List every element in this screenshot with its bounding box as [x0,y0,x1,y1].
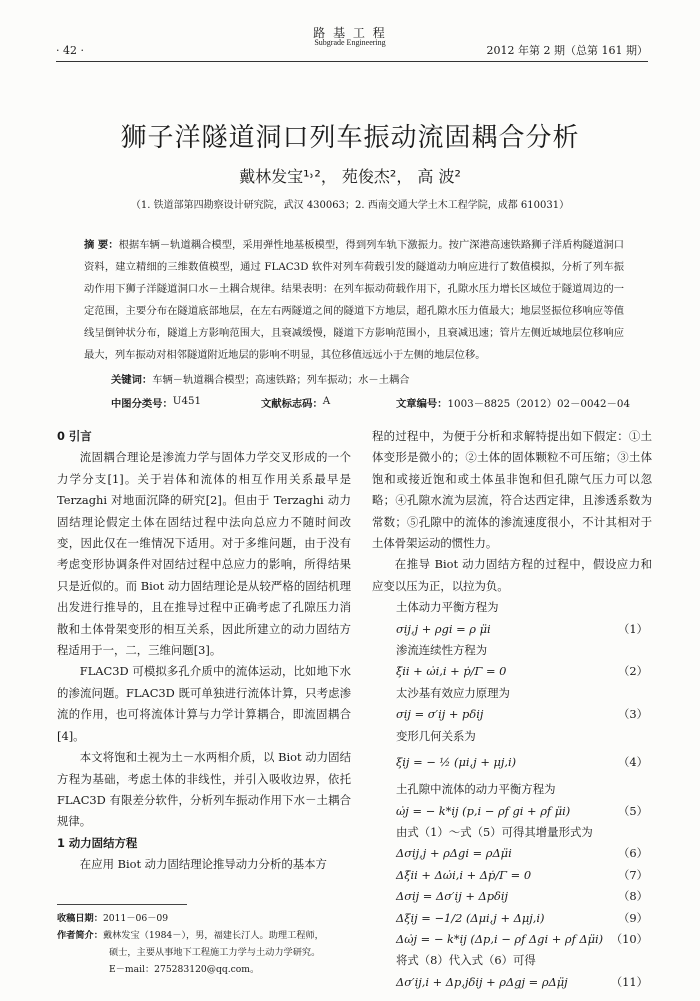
section1-paragraph-1: 在应用 Biot 动力固结理论推导动力分析的基本方 [79,857,327,872]
equation: Δξij = −1/2 (Δμi,j + Δμj,i) （9） [396,910,648,925]
equation: σij = σ′ij + pδij （3） [396,707,648,722]
intro-paragraph-3: 本文将饱和土视为土－水两相介质，以 Biot 动力固结方程为基础，考虑土体的非线性，并引入吸收边界，依托 FLAC3D 有限差分软件，分析列车振动作用下水－土耦合规律。 [57,750,351,829]
sign-convention-paragraph: 在推导 Biot 动力固结方程的过程中，假设应力和应变以压为正，以拉为负。 [372,557,652,593]
abstract-label: 摘 要： [84,239,119,251]
authors: 戴林发宝¹˒²， 苑俊杰²， 高 波² [239,167,461,186]
assumptions-paragraph: 程的过程中，为便于分析和求解特提出如下假定：①土体变形是微小的；②土体的固体颗粒不可压缩；③土体饱和或接近饱和或土体虽非饱和但孔隙气压力可以忽略；④孔隙水流为层流，符合达西定律，且渗透系数为常数；⑤孔隙中的流体的渗流速度很小，不计其相对于土体骨架运动的惯性力。 [372,429,652,551]
received-date: 收稿日期：2011－06－09 [57,913,169,924]
journal-title-en: Subgrade Engineering [314,38,386,47]
header-rule [56,61,648,62]
footnote-rule [57,904,187,905]
keywords [111,371,410,386]
equation: Δσij = Δσ′ij + Δpδij （8） [396,889,648,904]
author-bio: 作者简介：戴林发宝（1984－），男，福建长汀人。助理工程师， [57,930,324,941]
equation-label: 将式（8）代入式（6）可得 [396,953,536,968]
right-column [372,426,652,993]
running-header [0,0,700,62]
keywords-label: 关键词： [111,374,153,386]
affiliations: （1. 铁道部第四勘察设计研究院，武汉 430063；2. 西南交通大学土木工程学院，成都 610031） [130,200,570,211]
equation-label: 变形几何关系为 [396,728,476,743]
equation-label: 渗流连续性方程为 [396,643,488,658]
equation: ω̇j = − k*ij (p,i − ρf gi + ρf μ̈i) （5） [396,803,648,818]
clc-label: 中图分类号： [111,398,173,410]
clc-value: U451 [172,395,202,407]
equation: σij,j + ρgi = ρ μ̈i （1） [396,621,648,636]
doc-code-label: 文献标志码： [261,398,323,410]
equation: ξ̇ii + ω̇i,i + ṗ/Γ = 0 （2） [396,664,648,679]
abstract [84,234,624,366]
page-number: · 42 · [56,44,84,57]
equation: Δσij,j + ρΔgi = ρΔμ̈i （6） [396,846,648,861]
equation-label: 由式（1）～式（5）可得其增量形式为 [396,824,593,839]
article-id-label: 文章编号： [396,398,448,410]
doc-code-value: A [322,395,331,407]
section-heading-1: 1 动力固结方程 [57,835,138,850]
footnote [57,910,357,978]
intro-paragraph-2: FLAC3D 可模拟多孔介质中的流体运动，比如地下水的渗流问题。FLAC3D 既可单独进行流体计算，只考虑渗流的作用，也可将流体计算与力学计算耦合，即流固耦合[4]。 [57,664,351,743]
equation: Δξ̇ii + Δω̇i,i + Δṗ/Γ = 0 （7） [396,867,648,882]
section-heading-intro: 0 引言 [57,429,92,443]
intro-paragraph-1: 流固耦合理论是渗流力学与固体力学交叉形成的一个力学分支[1]。关于岩体和流体的相互作用关系最早是 Terzaghi 对地面沉降的研究[2]。但由于 Terzaghi 动力固结理论假定土体在固结过程中法向总应力不随时间改变，因此仅在一维情况下适用。对于多维问题，由于没有考虑变形协调条件对固结过程中总应力的影响，所得结果只是近似的。而 Biot 动力固结理论是从较严格的固结机理出发进行推导的，且在推导过程中正确考虑了孔隙压力消散和土体骨架变形的相互关系，因此所建立的动力固结方程适用于一，二，三维问题[3]。 [57,450,351,658]
equation-label: 土体动力平衡方程为 [396,600,499,615]
equation: ξij = − ½ (μi,j + μj,i) （4） [396,755,648,770]
keywords-text: 车辆－轨道耦合模型；高速铁路；列车振动；水－土耦合 [152,374,410,386]
equation-label: 土孔隙中流体的动力平衡方程为 [396,782,556,797]
left-column [57,426,351,876]
author-bio-cont: 硕士，主要从事地下工程施工力学与土动力学研究。 [109,947,321,958]
issue-info: 2012 年第 2 期（总第 161 期） [486,44,648,57]
equation-label: 太沙基有效应力原理为 [396,685,510,700]
abstract-text: 根据车辆－轨道耦合模型，采用弹性地基板模型，得到列车轨下激振力。按广深港高速铁路狮子洋盾构隧道洞口资料，建立精细的三维数值模型，通过 FLAC3D 软件对列车荷载引发的隧道动力响应进行了数值模拟，分析了列车振动作用下狮子洋隧道洞口水－土耦合规律。结果表明：在列车振动荷载作用下，孔隙水压力增长区域位于隧道周边的一定范围，主要分布在隧道底部地层，在左右两隧道之间的隧道下方地层，超孔隙水压力值最大；地层竖振位移响应等值线呈倒钟状分布，隧道上方影响范围大，且衰减缓慢，隧道下方影响范围小，且衰减迅速；管片左侧近域地层位移响应最大，列车振动对相邻隧道附近地层的影响不明显，其位移值远远小于左侧的地层位移。 [84,239,625,361]
journal-title: 路 基 工 程 [313,26,387,40]
article-title: 狮子洋隧道洞口列车振动流固耦合分析 [120,123,580,153]
equation: Δσ′ij,i + Δp,jδij + ρΔgj = ρΔμ̈j （11） [396,974,648,989]
article-id-value: 1003－8825（2012）02－0042－04 [447,398,630,410]
equation: Δω̇j = − k*ij (Δp,i − ρf Δgi + ρf Δμ̈i) （10） [396,931,648,946]
author-email: E－mail：275283120@qq.com。 [109,964,260,975]
